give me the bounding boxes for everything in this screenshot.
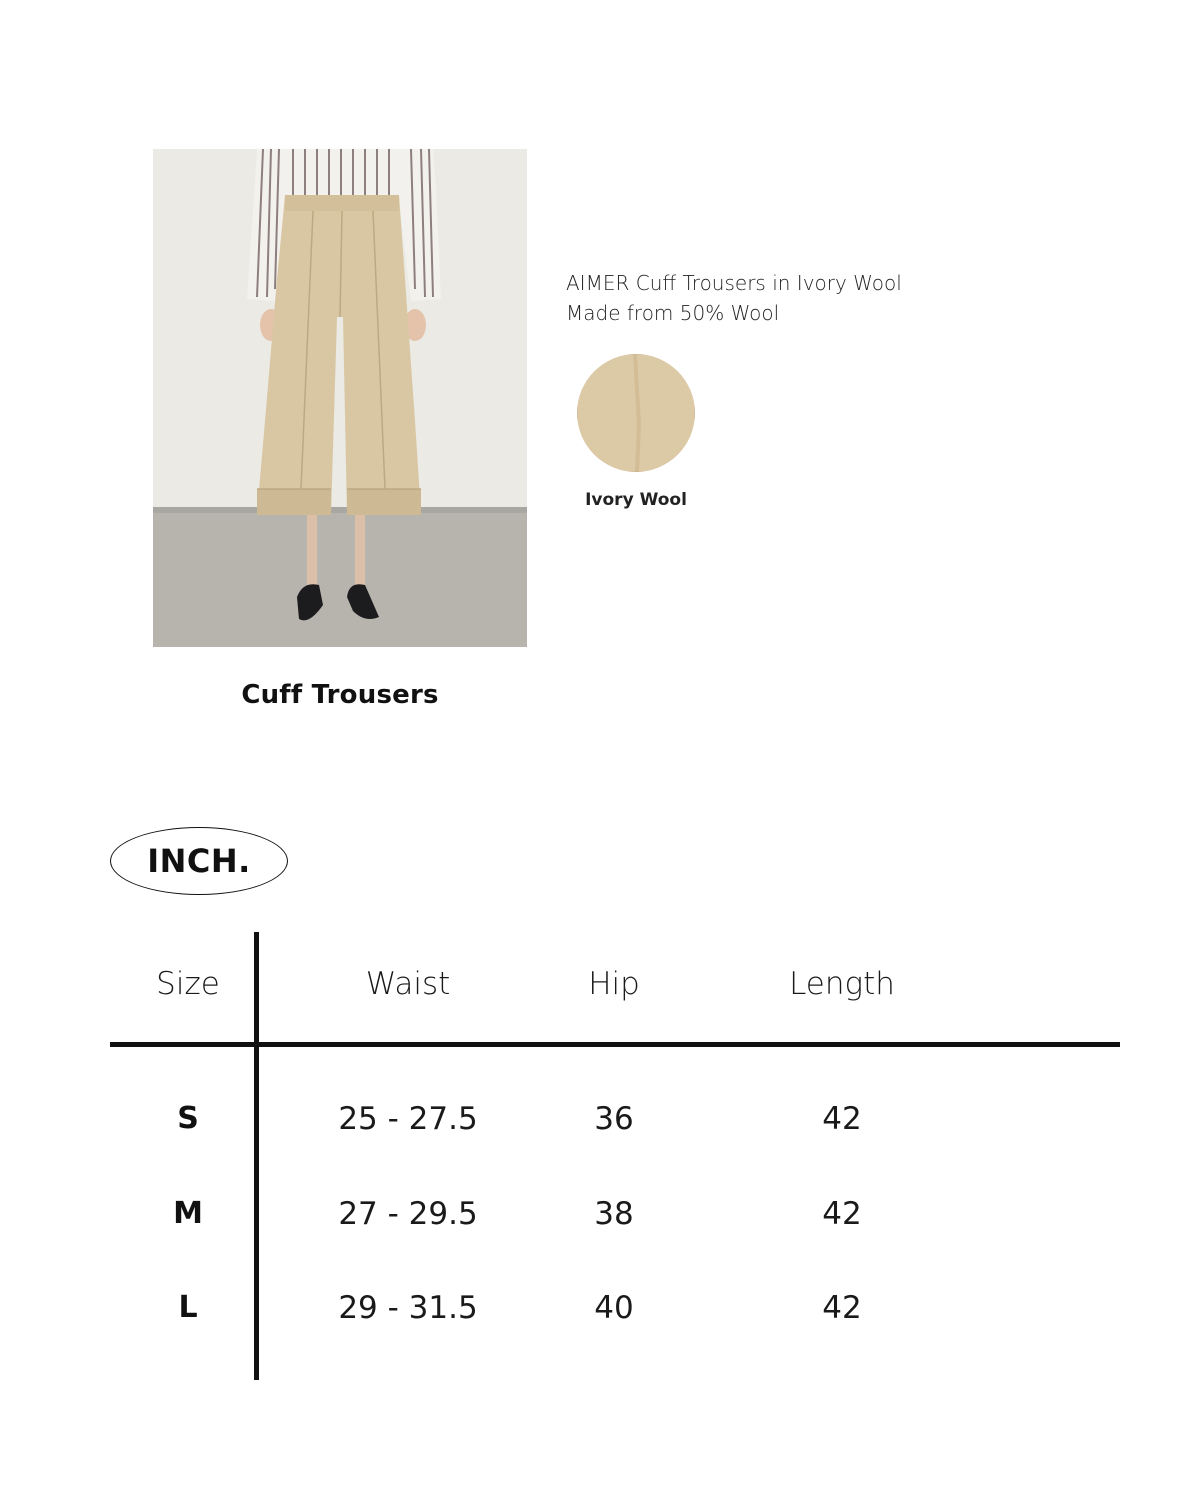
- size-cell: S: [177, 1101, 199, 1136]
- size-cell: M: [173, 1196, 203, 1231]
- length-cell: 42: [822, 1101, 862, 1137]
- hip-cell: 36: [594, 1101, 634, 1137]
- column-header-hip: Hip: [588, 966, 640, 1002]
- table-horizontal-rule: [110, 1042, 1120, 1047]
- product-description: [566, 268, 902, 328]
- unit-badge: [110, 827, 288, 895]
- column-header-waist: Waist: [365, 966, 451, 1002]
- size-cell: L: [178, 1290, 198, 1325]
- description-line: AIMER Cuff Trousers in Ivory Wool: [566, 271, 902, 295]
- hip-cell: 40: [594, 1290, 634, 1326]
- waist-cell: 27 - 29.5: [338, 1196, 478, 1232]
- column-header-length: Length: [789, 966, 895, 1002]
- swatch-label: Ivory Wool: [585, 490, 687, 510]
- unit-label: INCH.: [147, 842, 251, 880]
- waist-cell: 29 - 31.5: [338, 1290, 478, 1326]
- product-name: Cuff Trousers: [241, 680, 439, 710]
- fabric-swatch: [577, 354, 695, 472]
- description-line: Made from 50% Wool: [566, 301, 780, 325]
- hip-cell: 38: [594, 1196, 634, 1232]
- length-cell: 42: [822, 1290, 862, 1326]
- waist-cell: 25 - 27.5: [338, 1101, 478, 1137]
- length-cell: 42: [822, 1196, 862, 1232]
- product-photo: [153, 149, 527, 647]
- column-header-size: Size: [156, 966, 220, 1002]
